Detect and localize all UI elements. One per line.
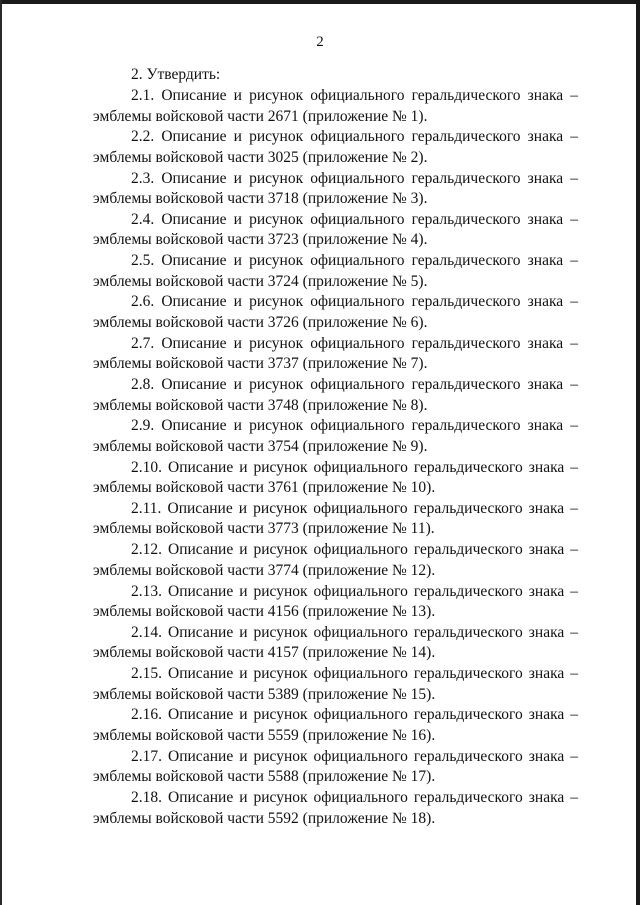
item-second-line: эмблемы войсковой части 3723 (приложение № 4). xyxy=(93,231,428,249)
list-item xyxy=(93,788,578,829)
item-first-line: 2.8. Описание и рисунок официального геральдического знака – xyxy=(131,376,578,394)
item-first-line: 2.11. Описание и рисунок официального геральдического знака – xyxy=(131,499,578,517)
list-item xyxy=(93,705,578,746)
item-first-line: 2.3. Описание и рисунок официального геральдического знака – xyxy=(131,169,578,187)
item-second-line: эмблемы войсковой части 3737 (приложение № 7). xyxy=(93,355,428,373)
item-first-line: 2.15. Описание и рисунок официального геральдического знака – xyxy=(131,665,578,683)
item-second-line: эмблемы войсковой части 3754 (приложение № 9). xyxy=(93,437,428,455)
list-item xyxy=(93,210,578,251)
item-second-line: эмблемы войсковой части 3748 (приложение № 8). xyxy=(93,396,428,414)
list-item xyxy=(93,458,578,499)
item-second-line: эмблемы войсковой части 4156 (приложение № 13). xyxy=(93,603,436,621)
item-first-line: 2.13. Описание и рисунок официального геральдического знака – xyxy=(131,582,578,600)
list-item xyxy=(93,169,578,210)
list-item xyxy=(93,334,578,375)
item-second-line: эмблемы войсковой части 5559 (приложение № 16). xyxy=(93,726,436,744)
item-first-line: 2.4. Описание и рисунок официального геральдического знака – xyxy=(131,210,578,228)
item-second-line: эмблемы войсковой части 5592 (приложение № 18). xyxy=(93,809,436,827)
item-first-line: 2.10. Описание и рисунок официального геральдического знака – xyxy=(131,458,578,476)
item-second-line: эмблемы войсковой части 3025 (приложение № 2). xyxy=(93,148,428,166)
list-item xyxy=(93,499,578,540)
page-number: 2 xyxy=(316,34,324,50)
item-second-line: эмблемы войсковой части 3761 (приложение № 10). xyxy=(93,479,436,497)
item-first-line: 2.5. Описание и рисунок официального геральдического знака – xyxy=(131,252,578,270)
item-second-line: эмблемы войсковой части 3718 (приложение № 3). xyxy=(93,190,428,208)
list-item xyxy=(93,292,578,333)
item-second-line: эмблемы войсковой части 3724 (приложение № 5). xyxy=(93,272,428,290)
scan-edge-top xyxy=(0,0,640,4)
list-item xyxy=(93,623,578,664)
item-first-line: 2.9. Описание и рисунок официального геральдического знака – xyxy=(131,417,578,435)
list-item xyxy=(93,127,578,168)
item-second-line: эмблемы войсковой части 3774 (приложение № 12). xyxy=(93,561,436,579)
list-item xyxy=(93,664,578,705)
item-first-line: 2.18. Описание и рисунок официального геральдического знака – xyxy=(131,789,578,807)
item-second-line: эмблемы войсковой части 4157 (приложение № 14). xyxy=(93,644,436,662)
scan-edge-left xyxy=(0,0,2,905)
list-item xyxy=(93,747,578,788)
item-second-line: эмблемы войсковой части 5389 (приложение № 15). xyxy=(93,685,436,703)
item-first-line: 2.14. Описание и рисунок официального геральдического знака – xyxy=(131,623,578,641)
list-item xyxy=(93,582,578,623)
item-second-line: эмблемы войсковой части 2671 (приложение № 1). xyxy=(93,107,428,125)
list-item xyxy=(93,416,578,457)
approval-list xyxy=(93,86,578,829)
item-second-line: эмблемы войсковой части 3773 (приложение № 11). xyxy=(93,520,435,538)
item-first-line: 2.16. Описание и рисунок официального геральдического знака – xyxy=(131,706,578,724)
scan-edge-right xyxy=(636,0,640,905)
item-first-line: 2.12. Описание и рисунок официального геральдического знака – xyxy=(131,541,578,559)
item-second-line: эмблемы войсковой части 5588 (приложение № 17). xyxy=(93,768,436,786)
item-second-line: эмблемы войсковой части 3726 (приложение № 6). xyxy=(93,313,428,331)
item-first-line: 2.7. Описание и рисунок официального геральдического знака – xyxy=(131,334,578,352)
list-item xyxy=(93,86,578,127)
list-item xyxy=(93,540,578,581)
item-first-line: 2.2. Описание и рисунок официального геральдического знака – xyxy=(131,128,578,146)
item-first-line: 2.1. Описание и рисунок официального геральдического знака – xyxy=(131,87,578,104)
list-item xyxy=(93,251,578,292)
item-first-line: 2.6. Описание и рисунок официального геральдического знака – xyxy=(131,293,578,311)
section-heading: 2. Утвердить: xyxy=(131,66,221,83)
item-first-line: 2.17. Описание и рисунок официального геральдического знака – xyxy=(131,747,578,765)
list-item xyxy=(93,375,578,416)
